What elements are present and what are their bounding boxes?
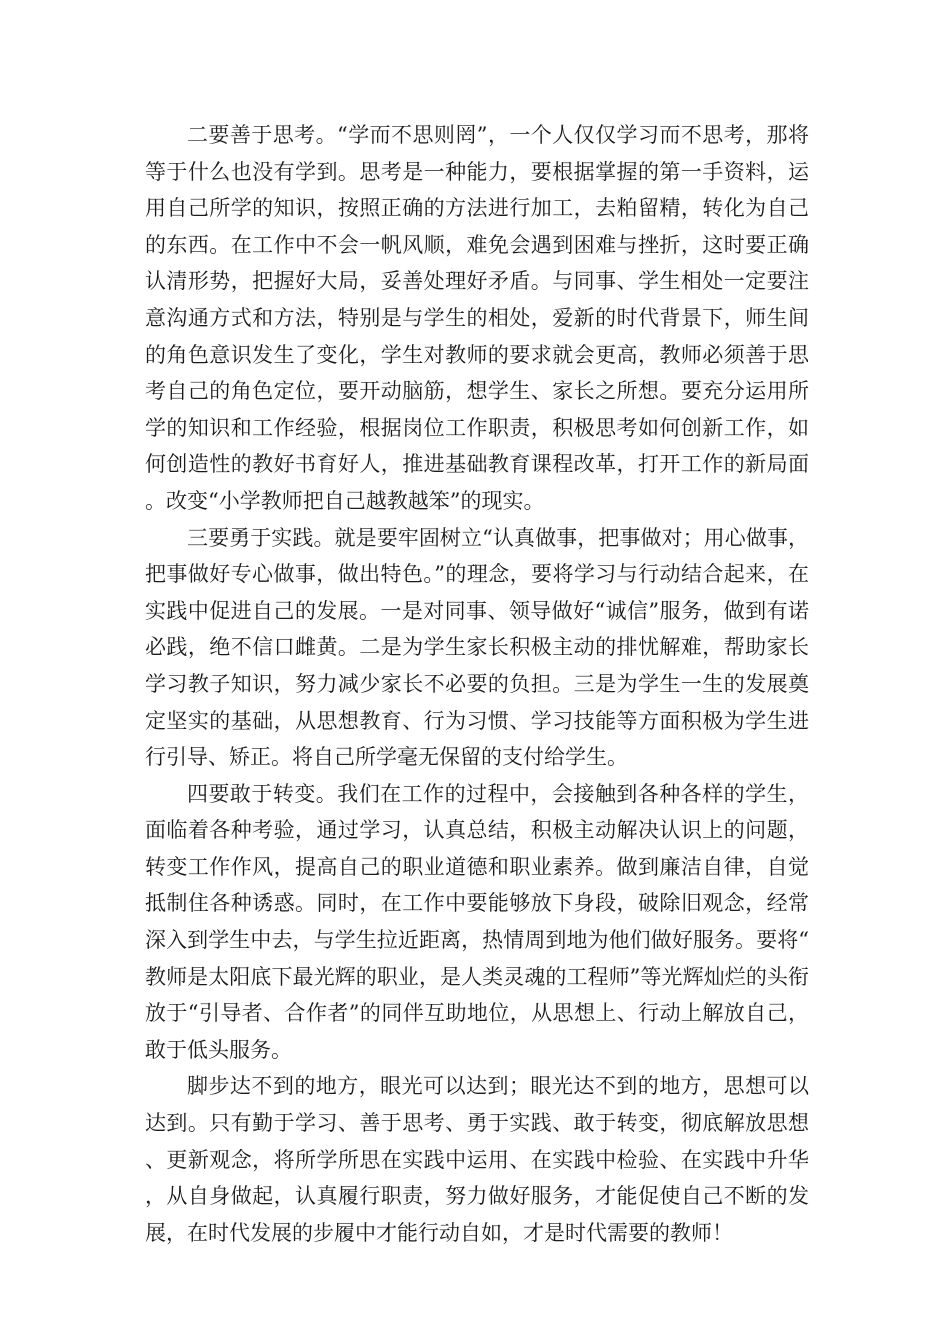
paragraph-change: 四要敢于转变。我们在工作的过程中，会接触到各种各样的学生，面临着各种考验，通过学习，认真总结，积极主动解决认识上的问题，转变工作作风，提高自己的职业道德和职业素养。做到廉洁自律，自觉抵制住各种诱惑。同时，在工作中要能够放下身段，破除旧观念，经常深入到学生中去，与学生拉近距离，热情周到地为他们做好服务。要将“教师是太阳底下最光辉的职业，是人类灵魂的工程师”等光辉灿烂的头衔放于“引导者、合作者”的同伴互助地位，从思想上、行动上解放自己，敢于低头服务。 xyxy=(145,781,809,1062)
document-body xyxy=(145,117,809,1251)
paragraph-practice: 三要勇于实践。就是要牢固树立“认真做事，把事做对；用心做事，把事做好专心做事，做出特色。”的理念，要将学习与行动结合起来，在实践中促进自己的发展。一是对同事、领导做好“诚信”服务，做到有诺必践，绝不信口雌黄。二是为学生家长积极主动的排忧解难，帮助家长学习教子知识，努力减少家长不必要的负担。三是为学生一生的发展奠定坚实的基础，从思想教育、行为习惯、学习技能等方面积极为学生进行引导、矫正。将自己所学毫无保留的支付给学生。 xyxy=(145,525,809,770)
paragraph-conclusion: 脚步达不到的地方，眼光可以达到；眼光达不到的地方，思想可以达到。只有勤于学习、善于思考、勇于实践、敢于转变，彻底解放思想、更新观念，将所学所思在实践中运用、在实践中检验、在实践中升华，从自身做起，认真履行职责，努力做好服务，才能促使自己不断的发展，在时代发展的步履中才能行动自如，才是时代需要的教师！ xyxy=(145,1074,809,1245)
paragraph-think: 二要善于思考。“学而不思则罔”，一个人仅仅学习而不思考，那将等于什么也没有学到。思考是一种能力，要根据掌握的第一手资料，运用自己所学的知识，按照正确的方法进行加工，去粕留精，转化为自己的东西。在工作中不会一帆风顺，难免会遇到困难与挫折，这时要正确认清形势，把握好大局，妥善处理好矛盾。与同事、学生相处一定要注意沟通方式和方法，特别是与学生的相处，爱新的时代背景下，师生间的角色意识发生了变化，学生对教师的要求就会更高，教师必须善于思考自己的角色定位，要开动脑筋，想学生、家长之所想。要充分运用所学的知识和工作经验，根据岗位工作职责，积极思考如何创新工作，如何创造性的教好书育好人，推进基础教育课程改革，打开工作的新局面。改变“小学教师把自己越教越笨”的现实。 xyxy=(145,123,809,513)
